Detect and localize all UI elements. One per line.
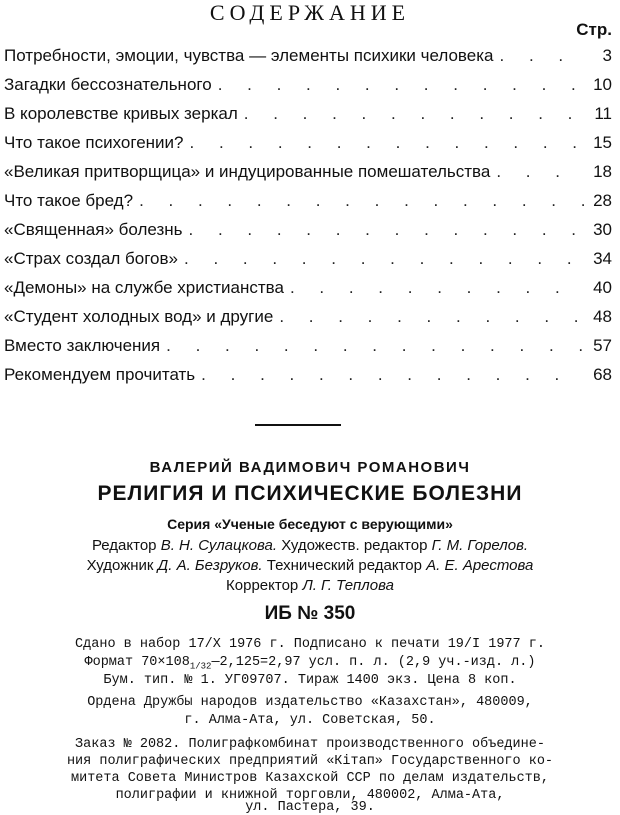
toc-entry-title: Загадки бессознательного [4, 75, 212, 94]
credits-line-corrector [0, 577, 620, 594]
page-column-header: Стр. [576, 20, 612, 39]
toc-title: СОДЕРЖАНИЕ [209, 0, 411, 25]
toc-entry [4, 46, 612, 75]
toc-entry-title: В королевстве кривых зеркал [4, 104, 238, 123]
toc-entry [4, 75, 612, 104]
toc-entry-title: «Студент холодных вод» и другие [4, 307, 274, 326]
toc-entry [4, 249, 612, 278]
series-line: Серия «Ученые беседуют с верующими» [167, 516, 453, 532]
toc-entry-page: 3 [602, 46, 612, 65]
print-run: Бум. тип. № 1. УГ09707. Тираж 1400 экз. Цена 8 коп. [103, 673, 517, 688]
publisher-line-2: г. Алма-Ата, ул. Советская, 50. [184, 713, 436, 728]
corrector-label: Корректор [226, 577, 299, 594]
corrector-name: Л. Г. Теплова [302, 577, 394, 594]
toc-entry-page: 34 [593, 249, 612, 268]
book-title: РЕЛИГИЯ И ПСИХИЧЕСКИЕ БОЛЕЗНИ [97, 482, 523, 505]
toc-entry [4, 307, 612, 336]
order-line-2: ния полиграфических предприятий «Кітап» Государственного ко- [66, 754, 554, 769]
editor-name: В. Н. Сулацкова. [160, 537, 278, 554]
toc-entry [4, 336, 612, 365]
print-format: Формат $70\times 108_{1/32}—2,125=2,97$ усл. п. л. (2,9 уч.-изд. л.) [84, 655, 536, 672]
toc-entry-title: «Демоны» на службе христианства [4, 278, 284, 297]
credits-line-artist [0, 557, 620, 574]
toc-entry-page: 18 [593, 162, 612, 181]
toc-entry-title: Рекомендуем прочитать [4, 365, 196, 384]
art-editor-name: Г. М. Горелов. [431, 537, 529, 554]
order-line-3: митета Совета Министров Казахской ССР по делам издательств, [71, 771, 549, 786]
toc-entry-page: 28 [593, 191, 612, 210]
publisher-line-1: Ордена Дружбы народов издательство «Казахстан», 480009, [87, 695, 533, 710]
toc-entry-title: «Великая притворщица» и индуцированные помешательства [4, 162, 491, 181]
order-line-5: ул. Пастера, 39. [245, 800, 375, 815]
toc-entry [4, 191, 612, 220]
section-divider [255, 424, 341, 426]
toc-entry-page: 48 [593, 307, 612, 326]
toc-entry-title: «Страх создал богов» [4, 249, 179, 268]
toc-entry-page: 15 [593, 133, 612, 152]
format-fraction: 1/32 [189, 661, 212, 672]
toc-entry [4, 162, 612, 191]
toc-entry [4, 278, 612, 307]
print-dates: Сдано в набор 17/X 1976 г. Подписано к печати 19/I 1977 г. [75, 637, 545, 652]
toc-entry-page: 11 [594, 104, 612, 123]
toc-entry-title: Потребности, эмоции, чувства — элементы психики человека [4, 46, 494, 65]
toc-list [4, 46, 612, 394]
toc-entry-page: 57 [593, 336, 612, 355]
toc-entry [4, 220, 612, 249]
toc-entry-page: 10 [593, 75, 612, 94]
order-line-4: полиграфии и книжной торговли, 480002, Алма-Ата, [115, 788, 505, 803]
artist-label: Художник [86, 557, 154, 574]
toc-entry [4, 133, 612, 162]
toc-entry-title: «Священная» болезнь [4, 220, 183, 239]
toc-entry-title: Что такое бред? [4, 191, 134, 210]
toc-entry-title: Вместо заключения [4, 336, 161, 355]
order-line-1: Заказ № 2082. Полиграфкомбинат производственного объедине- [75, 737, 545, 752]
toc-entry [4, 365, 612, 394]
toc-entry-title: Что такое психогении? [4, 133, 184, 152]
tech-editor-label: Технический редактор [266, 557, 422, 574]
toc-entry-page: 40 [593, 278, 612, 297]
toc-entry-page: 30 [593, 220, 612, 239]
toc-entry [4, 104, 612, 133]
credits-line-editors [0, 537, 620, 554]
artist-name: Д. А. Безруков. [157, 557, 263, 574]
editor-label: Редактор [91, 537, 157, 554]
toc-entry-page: 68 [593, 365, 612, 384]
ib-number: ИБ № 350 [264, 603, 356, 624]
tech-editor-name: А. Е. Арестова [426, 557, 534, 574]
art-editor-label: Художеств. редактор [281, 537, 428, 554]
author-name: ВАЛЕРИЙ ВАДИМОВИЧ РОМАНОВИЧ [149, 459, 471, 476]
